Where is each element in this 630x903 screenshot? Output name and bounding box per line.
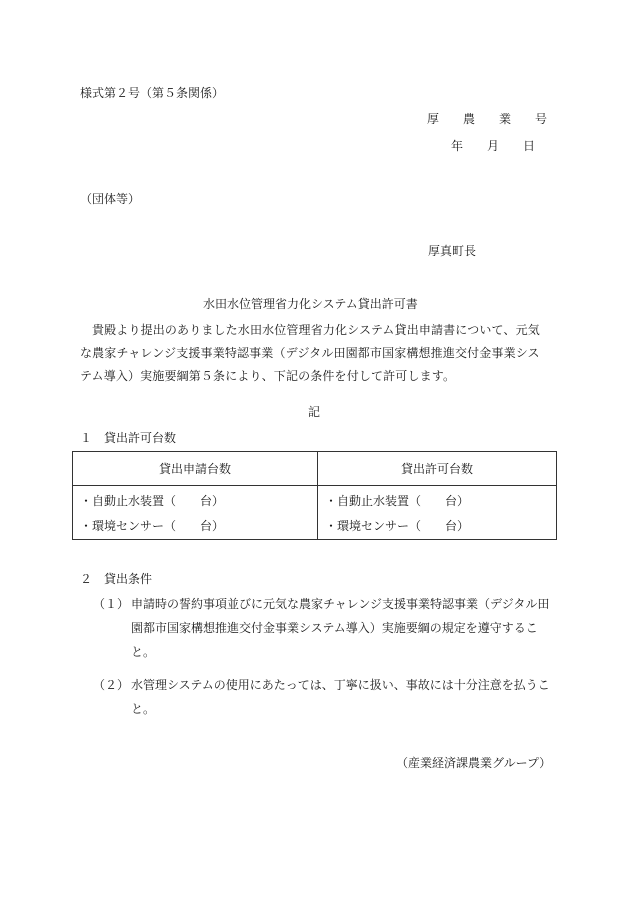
section2-heading: 貸出条件	[104, 572, 153, 586]
section1-number: １	[80, 431, 93, 445]
condition-number: （２）	[93, 678, 130, 692]
document-title: 水田水位管理省力化システム貸出許可書	[203, 297, 418, 311]
table-header-permitted: 貸出許可台数	[318, 452, 557, 486]
document-number: 厚 農 業 号	[427, 112, 548, 126]
footer-department: （産業経済課農業グループ）	[396, 756, 552, 770]
table-cell: ・環境センサー（ 台）	[73, 514, 318, 540]
ki-marker: 記	[308, 405, 321, 419]
issuer: 厚真町長	[428, 244, 477, 258]
condition-item-1	[0, 592, 630, 662]
condition-text: 申請時の誓約事項並びに元気な農家チャレンジ支援事業特認事業（デジタル田園都市国家構想推進交付金事業システム導入）実施要綱の規定を遵守すること。	[131, 597, 550, 659]
loan-count-table	[72, 451, 557, 540]
table-cell: ・環境センサー（ 台）	[318, 514, 557, 540]
condition-text: 水管理システムの使用にあたっては、丁寧に扱い、事故には十分注意を払うこと。	[131, 678, 550, 716]
condition-number: （１）	[93, 597, 130, 611]
section2-number: ２	[80, 572, 93, 586]
table-cell: ・自動止水装置（ 台）	[318, 486, 557, 515]
body-paragraph: 貴殿より提出のありました水田水位管理省力化システム貸出申請書について、元気な農家チャレンジ支援事業特認事業（デジタル田園都市国家構想推進交付金事業システム導入）実施要綱第５条により、下記の条件を付して許可します。	[80, 323, 540, 383]
recipient: （団体等）	[80, 192, 141, 206]
condition-item-2	[0, 673, 630, 721]
table-row	[73, 514, 557, 540]
table-header-requested: 貸出申請台数	[73, 452, 318, 486]
table-row	[73, 486, 557, 515]
table-cell: ・自動止水装置（ 台）	[73, 486, 318, 515]
section1-heading: 貸出許可台数	[104, 431, 177, 445]
document-date: 年 月 日	[451, 139, 536, 153]
form-number: 様式第２号（第５条関係）	[80, 86, 225, 100]
